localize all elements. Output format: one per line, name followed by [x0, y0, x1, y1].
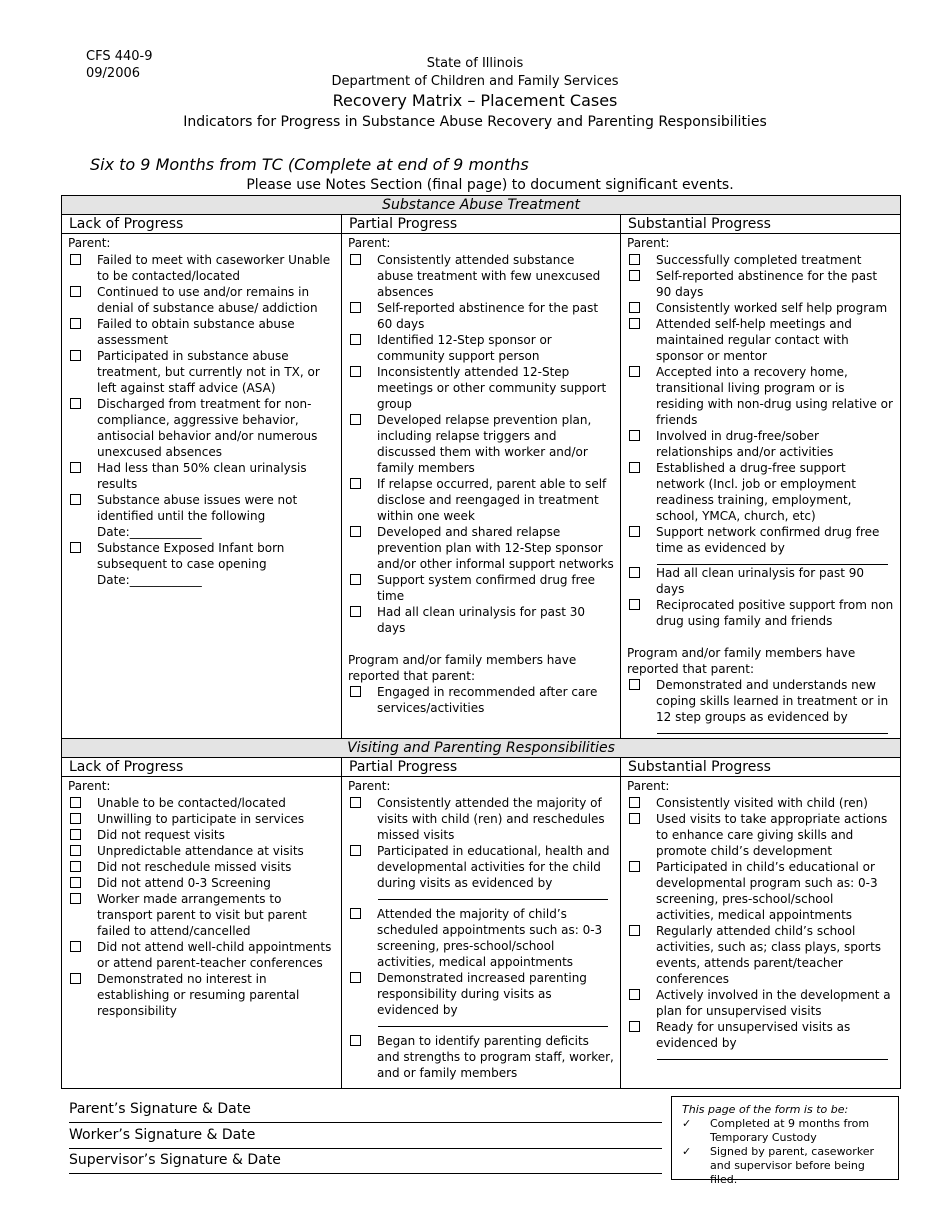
checklist-item-label: Developed relapse prevention plan, including relapse triggers and discussed them with worker and/or family members [377, 413, 592, 475]
checkmark-icon: ✓ [682, 1145, 692, 1158]
note-item [682, 1145, 890, 1187]
substance-partial-cell [342, 234, 621, 739]
checklist-item-label: Participated in substance abuse treatment, but currently not in TX, or left against staff advice (ASA) [97, 349, 320, 395]
checklist-item[interactable] [627, 565, 894, 597]
checkbox[interactable] [350, 334, 361, 345]
checklist-item[interactable] [68, 252, 335, 284]
checklist-item-label: Self-reported abstinence for the past 90 days [656, 269, 878, 299]
checklist-item-label: Consistently attended the majority of visits with child (ren) and reschedules missed visits [377, 796, 605, 842]
checkbox[interactable] [70, 893, 81, 904]
checklist-item[interactable] [68, 795, 335, 811]
checkbox[interactable] [70, 286, 81, 297]
checklist-item-label: Involved in drug-free/sober relationships and/or activities [656, 429, 834, 459]
checkbox[interactable] [350, 414, 361, 425]
checkbox[interactable] [70, 462, 81, 473]
checklist-item-label: Developed and shared relapse prevention plan with 12-Step sponsor and/or other informal support networks [377, 525, 614, 571]
recovery-matrix-table [61, 195, 901, 1089]
checklist-item[interactable] [627, 1019, 894, 1051]
parent-label: Parent: [68, 779, 111, 793]
visiting-partial-cell [342, 777, 621, 1089]
checklist-item[interactable] [348, 906, 614, 970]
checklist-item-label: Discharged from treatment for non-compliance, aggressive behavior, antisocial behavior and/or numerous unexcused absences [97, 397, 318, 459]
checklist-item[interactable] [627, 795, 894, 811]
checkbox[interactable] [629, 270, 640, 281]
checklist-item[interactable] [348, 1033, 614, 1081]
evidence-line[interactable] [657, 1059, 888, 1060]
checklist-item-label: Established a drug-free support network (Incl. job or employment readiness training, employment, school, YMCA, church, etc) [656, 461, 856, 523]
checkbox[interactable] [70, 813, 81, 824]
checkbox[interactable] [350, 302, 361, 313]
column-header-substantial: Substantial Progress [621, 215, 901, 234]
checklist-item[interactable] [68, 460, 335, 492]
reported-label: Program and/or family members have reported that parent: [348, 653, 577, 683]
checkbox[interactable] [350, 606, 361, 617]
checklist-item-label: Regularly attended child’s school activities, such as; class plays, sports events, attends parent/teacher conferences [656, 924, 882, 986]
checklist-item-label: Self-reported abstinence for the past 60 days [377, 301, 599, 331]
checklist-item[interactable] [627, 597, 894, 629]
column-header-lack: Lack of Progress [62, 758, 342, 777]
checklist-item-label: Demonstrated no interest in establishing or resuming parental responsibility [97, 972, 300, 1018]
checklist-item-label: Accepted into a recovery home, transitional living program or is residing with non-drug using relative or friends [656, 365, 893, 427]
parent-label: Parent: [348, 236, 391, 250]
note-title: This page of the form is to be: [682, 1103, 849, 1116]
checklist-item-label: Participated in educational, health and developmental activities for the child during visits as evidenced by [377, 844, 610, 890]
checkbox[interactable] [70, 494, 81, 505]
checklist-item[interactable] [68, 827, 335, 843]
checkbox[interactable] [70, 973, 81, 984]
checklist-item-label: Substance Exposed Infant born subsequent to case opening Date:____________ [97, 541, 285, 587]
checkbox[interactable] [350, 254, 361, 265]
notes-instruction: Please use Notes Section (final page) to document significant events. [246, 177, 734, 193]
checkbox[interactable] [629, 1021, 640, 1032]
checklist-item[interactable] [348, 252, 614, 300]
checklist-item[interactable] [627, 252, 894, 268]
checklist-item[interactable] [348, 476, 614, 524]
checkbox[interactable] [350, 526, 361, 537]
note-item-text: Completed at 9 months from Temporary Custody [710, 1117, 870, 1144]
checklist-item[interactable] [627, 859, 894, 923]
checklist-item-label: Demonstrated and understands new coping skills learned in treatment or in 12 step groups as evidenced by [656, 678, 889, 724]
checklist-item[interactable] [68, 891, 335, 939]
checkbox[interactable] [70, 350, 81, 361]
period-heading: Six to 9 Months from TC (Complete at end of 9 months [90, 155, 529, 174]
checklist-item[interactable] [627, 923, 894, 987]
checkbox[interactable] [629, 430, 640, 441]
checklist-item-label: Support system confirmed drug free time [377, 573, 596, 603]
form-number: CFS 440-9 [86, 49, 153, 64]
checklist-item[interactable] [348, 684, 614, 716]
checklist-item[interactable] [348, 572, 614, 604]
checklist-item[interactable] [627, 428, 894, 460]
checklist-item-label: Inconsistently attended 12-Step meetings or other community support group [377, 365, 607, 411]
checkbox[interactable] [629, 813, 640, 824]
checkbox[interactable] [629, 318, 640, 329]
checklist-item-label: Successfully completed treatment [656, 253, 862, 267]
checklist-item[interactable] [68, 284, 335, 316]
checklist-item[interactable] [68, 859, 335, 875]
checklist-item-label: Began to identify parenting deficits and strengths to program staff, worker, and or family members [377, 1034, 614, 1080]
checklist-item-label: Did not attend well-child appointments or attend parent-teacher conferences [97, 940, 332, 970]
parent-label: Parent: [68, 236, 111, 250]
substance-substantial-cell [621, 234, 901, 739]
checkbox[interactable] [350, 797, 361, 808]
state-name: State of Illinois [426, 56, 524, 71]
checklist-item[interactable] [627, 268, 894, 300]
checkbox[interactable] [70, 542, 81, 553]
supervisor-signature-line[interactable]: Supervisor’s Signature & Date [69, 1149, 662, 1174]
checklist-item[interactable] [68, 316, 335, 348]
checklist-item[interactable] [68, 396, 335, 460]
checkbox[interactable] [629, 526, 640, 537]
checkbox[interactable] [350, 366, 361, 377]
checklist-item[interactable] [627, 811, 894, 859]
checklist-item[interactable] [68, 843, 335, 859]
checklist-item[interactable] [348, 364, 614, 412]
checkbox[interactable] [70, 845, 81, 856]
column-header-partial: Partial Progress [342, 758, 621, 777]
checkbox[interactable] [350, 845, 361, 856]
parent-signature-line[interactable]: Parent’s Signature & Date [69, 1098, 662, 1123]
checklist-item[interactable] [627, 364, 894, 428]
checklist-item-label: Consistently worked self help program [656, 301, 888, 315]
checklist-item-label: Did not request visits [97, 828, 225, 842]
checklist-item[interactable] [627, 987, 894, 1019]
checklist-item-label: Had all clean urinalysis for past 30 days [377, 605, 585, 635]
checklist-item[interactable] [68, 540, 335, 588]
checklist-item-label: Unable to be contacted/located [97, 796, 286, 810]
checklist-item[interactable] [68, 811, 335, 827]
column-header-substantial: Substantial Progress [621, 758, 901, 777]
checklist-item-label: Substance abuse issues were not identified until the following Date:____________ [97, 493, 298, 539]
checklist-item[interactable] [348, 332, 614, 364]
checkbox[interactable] [629, 797, 640, 808]
checklist-item-label: Did not attend 0-3 Screening [97, 876, 271, 890]
checkbox[interactable] [350, 1035, 361, 1046]
checklist-item[interactable] [68, 348, 335, 396]
checkbox[interactable] [350, 478, 361, 489]
note-item [682, 1117, 890, 1145]
checkbox[interactable] [70, 861, 81, 872]
checkbox[interactable] [70, 877, 81, 888]
checklist-item-label: Consistently attended substance abuse treatment with few unexcused absences [377, 253, 601, 299]
checkbox[interactable] [70, 829, 81, 840]
checklist-item[interactable] [627, 460, 894, 524]
checkbox[interactable] [629, 254, 640, 265]
worker-signature-line[interactable]: Worker’s Signature & Date [69, 1124, 662, 1149]
section-header-visiting: Visiting and Parenting Responsibilities [62, 739, 901, 758]
checklist-item-label: Unwilling to participate in services [97, 812, 305, 826]
checklist-item-label: Continued to use and/or remains in denial of substance abuse/ addiction [97, 285, 318, 315]
substance-lack-cell [62, 234, 342, 739]
checklist-item[interactable] [348, 412, 614, 476]
checkbox[interactable] [629, 861, 640, 872]
checkbox[interactable] [70, 318, 81, 329]
checklist-item-label: Support network confirmed drug free time as evidenced by [656, 525, 880, 555]
reported-label: Program and/or family members have reported that parent: [627, 646, 856, 676]
checkbox[interactable] [629, 567, 640, 578]
checkbox[interactable] [70, 941, 81, 952]
checkbox[interactable] [629, 925, 640, 936]
checklist-item[interactable] [348, 300, 614, 332]
checkbox[interactable] [629, 366, 640, 377]
checklist-item-label: Did not reschedule missed visits [97, 860, 292, 874]
checklist-item[interactable] [627, 316, 894, 364]
checkbox[interactable] [629, 599, 640, 610]
checkbox[interactable] [70, 398, 81, 409]
checklist-item-label: Attended self-help meetings and maintained regular contact with sponsor or mentor [656, 317, 852, 363]
department-name: Department of Children and Family Services [331, 74, 619, 89]
checklist-item-label: If relapse occurred, parent able to self disclose and reengaged in treatment within one week [377, 477, 607, 523]
section-header-substance: Substance Abuse Treatment [62, 196, 901, 215]
parent-label: Parent: [627, 779, 670, 793]
visiting-lack-cell [62, 777, 342, 1089]
checkbox[interactable] [629, 302, 640, 313]
checkbox[interactable] [629, 679, 640, 690]
checkbox[interactable] [350, 574, 361, 585]
checklist-item[interactable] [68, 939, 335, 971]
checkbox[interactable] [350, 972, 361, 983]
checklist-item-label: Had all clean urinalysis for past 90 days [656, 566, 864, 596]
checklist-item-label: Unpredictable attendance at visits [97, 844, 304, 858]
checklist-item-label: Used visits to take appropriate actions to enhance care giving skills and promote child’s development [656, 812, 888, 858]
checkmark-icon: ✓ [682, 1117, 692, 1130]
checklist-item[interactable] [68, 971, 335, 1019]
checklist-item-label: Identified 12-Step sponsor or community support person [377, 333, 552, 363]
page-title: Recovery Matrix – Placement Cases [332, 91, 618, 110]
checklist-item-label: Failed to meet with caseworker Unable to be contacted/located [97, 253, 331, 283]
column-header-partial: Partial Progress [342, 215, 621, 234]
parent-label: Parent: [627, 236, 670, 250]
checklist-item-label: Had less than 50% clean urinalysis results [97, 461, 307, 491]
evidence-line[interactable] [657, 733, 888, 734]
checkbox[interactable] [629, 462, 640, 473]
checklist-item[interactable] [627, 677, 894, 725]
checklist-item-label: Ready for unsupervised visits as evidenced by [656, 1020, 851, 1050]
checklist-item-label: Consistently visited with child (ren) [656, 796, 868, 810]
page-completion-note [671, 1096, 899, 1186]
checklist-item-label: Actively involved in the development a plan for unsupervised visits [656, 988, 891, 1018]
checkbox[interactable] [70, 797, 81, 808]
checklist-item[interactable] [348, 524, 614, 572]
checkbox[interactable] [70, 254, 81, 265]
note-item-text: Signed by parent, caseworker and supervisor before being filed. [710, 1145, 875, 1186]
page-subtitle: Indicators for Progress in Substance Abuse Recovery and Parenting Responsibilities [183, 114, 767, 130]
visiting-substantial-cell [621, 777, 901, 1089]
checklist-item-label: Participated in child’s educational or developmental program such as: 0-3 screening, pres-school/school activities, medical appointments [656, 860, 878, 922]
checklist-item-label: Failed to obtain substance abuse assessment [97, 317, 295, 347]
checklist-item[interactable] [348, 843, 614, 891]
checkbox[interactable] [350, 908, 361, 919]
checklist-item[interactable] [627, 524, 894, 556]
checklist-item-label: Demonstrated increased parenting responsibility during visits as evidenced by [377, 971, 587, 1017]
form-revision-date: 09/2006 [86, 66, 141, 81]
checklist-item-label: Engaged in recommended after care services/activities [377, 685, 598, 715]
checklist-item-label: Worker made arrangements to transport parent to visit but parent failed to attend/cancelled [97, 892, 307, 938]
checklist-item[interactable] [68, 492, 335, 540]
checklist-item[interactable] [348, 970, 614, 1018]
checklist-item-label: Attended the majority of child’s scheduled appointments such as: 0-3 screening, pres-school/school activities, medical appointments [377, 907, 603, 969]
checklist-item[interactable] [68, 875, 335, 891]
checklist-item-label: Reciprocated positive support from non drug using family and friends [656, 598, 894, 628]
checklist-item[interactable] [348, 795, 614, 843]
checklist-item[interactable] [348, 604, 614, 636]
checkbox[interactable] [629, 989, 640, 1000]
column-header-lack: Lack of Progress [62, 215, 342, 234]
parent-label: Parent: [348, 779, 391, 793]
checklist-item[interactable] [627, 300, 894, 316]
checkbox[interactable] [350, 686, 361, 697]
